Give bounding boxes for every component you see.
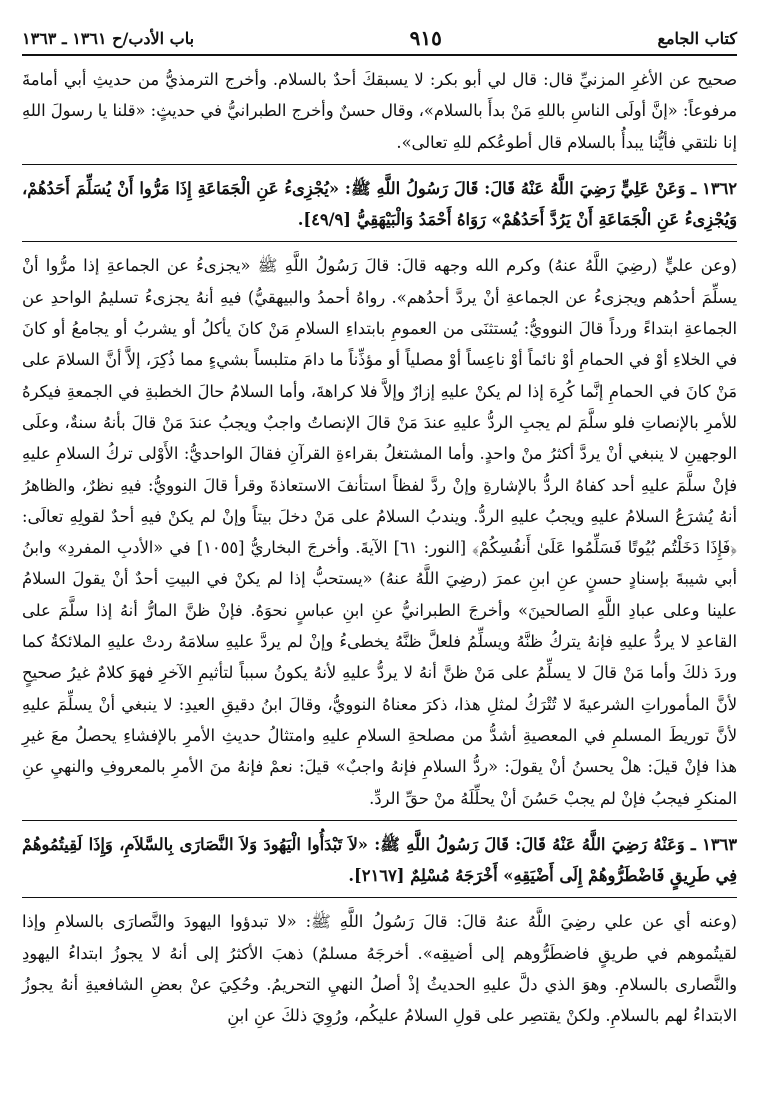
hadith-body: ـ وَعَنْهُ رَضِيَ اللَّهُ عَنْهُ قَالَ: قَالَ رَسُولُ اللَّهِ ﷺ: «لاَ تَبْدَأُوا الْيَهُودَ وَلاَ النَّصَارَى بِالسَّلاَمِ، وَإِذَا لَقِيتُمُوهُمْ فِي طَرِيقٍ فَاضْطَرُّوهُمْ إِلَى أَضْيَقِهِ» أَخْرَجَهُ مُسْلِمٌ [٢١٦٧]. bbox=[22, 834, 737, 886]
page-body bbox=[22, 56, 737, 1032]
hadith-number: ١٣٦٣ bbox=[702, 834, 737, 854]
hadith-number: ١٣٦٢ bbox=[702, 178, 737, 198]
chapter-range: باب الأدب/ح ١٣٦١ ـ ١٣٦٣ bbox=[22, 29, 195, 48]
commentary-paragraph: صحيح عن الأغرِ المزنيِّ قال: قال لي أبو بكر: لا يسبقكَ أحدٌ بالسلام. وأخرج الترمذيُّ من حديثِ أبي أمامةَ مرفوعاً: «إنَّ أولَى الناسِ باللهِ مَنْ بدأَ بالسلام»، وقال حسنٌ وأخرج الطبرانيُّ في حديثٍ: «قلنا يا رسولَ اللهِ إنا نلتقي فأيُّنا يبدأُ بالسلام قال أطوعُكم للهِ تعالى». bbox=[22, 70, 737, 152]
commentary-paragraph: (وعن عليٍّ (رضِيَ اللَّهُ عنهُ) وكرم الله وجهه قالَ: قالَ رَسُولُ اللَّهِ ﷺ «يجزىءُ عن الجماعةِ إذا مرُّوا أنْ يسلِّمَ أحدُهم ويجزىءُ عن الجماعةِ أنْ يردَّ أحدُهم». رواهُ أحمدُ والبيهقيُّ) فيهِ أنهُ يجزىءُ تسليمُ الواحدِ عن الجماعةِ ابتداءً ورداً قالَ النوويُّ: يُستثنَى من العمومِ بابتداءِ السلامِ مَنْ كانَ يأكلُ أو يشربُ أو يجامعُ أو كانَ في الخلاءِ أوْ في الحمامِ أوْ نائماً أوْ ناعِساً أوْ مصلياً أو مؤذِّناً ما دامَ متلبساً بشيءٍ مما ذُكِرَ، إلاَّ أنَّ السلامَ على مَنْ كانَ في الحمامِ إنَّما كُرِهَ إذا لم يكنْ عليهِ إزارٌ وإلاَّ فلا كراهةَ، وأما السلامُ حالَ الخطبةِ في الجمعةِ فيكرهُ للأمرِ بالإنصاتِ فلو سلَّمَ لم يجبِ الردُّ عليهِ عندَ مَنْ قالَ الإنصاتُ واجبٌ ويجبُ عندَ مَنْ قالَ بأنهُ سنةٌ، وعلَى الوجهينِ لا ينبغي أنْ يردَّ أكثرُ منْ واحدٍ. وأما المشتغلُ بقراءةِ القرآنِ فقالَ الواحديُّ: الأَوْلى تركُ السلامِ عليهِ فإنْ سلَّمَ عليهِ أحد كفاهُ الردُّ بالإشارةِ وإنْ ردَّ لفظاً استأنفَ الاستعاذةَ وقرأ قالَ النوويُّ: فيهِ نظرٌ، والظاهرُ أنهُ يُشرَعُ السلامُ عليهِ ويجبُ عليهِ الردُّ. ويندبُ السلامُ على مَنْ دخلَ بيتاً وإنْ لم يكنْ فيهِ أحدٌ لقولِهِ تعالَى: ﴿فَإِذَا دَخَلْتُم بُيُوتًا فَسَلِّمُوا عَلَىٰ أَنفُسِكُمْ﴾ [النور: ٦١] الآيةَ. وأخرجَ البخاريُّ [١٠٥٥] في «الأدبِ المفردِ» وابنُ أبي شيبةَ بإسنادٍ حسنٍ عنِ ابنِ عمرَ (رضِيَ اللَّهُ عنهُ) «يستحبُّ إذا لم يكنْ في البيتِ أحدٌ أنْ يقولَ السلامُ علينا وعلى عبادِ اللَّهِ الصالحينَ» وأخرجَ الطبرانيُّ عنِ ابنِ عباسٍ نحوَهُ. فإنْ ظنَّ المارُّ أنهُ إذا سلَّمَ على القاعدِ لا يردُّ عليهِ فإنهُ يتركُ ظنَّهُ ويسلِّمُ فلعلَّ ظنَّهُ يخطىءُ وإنْ لم يردَّ عليهِ سلامَهُ ردتْ عليهِ الملائكةُ كما وردَ ذلكَ وأما مَنْ قالَ لا يسلِّمُ على مَنْ ظنَّ أنهُ لا يردُّ عليهِ لأنهُ يكونُ سبباً لتأثيمِ الآخرِ فهوَ كلامٌ غيرُ صحيحٍ لأنَّ المأموراتِ الشرعيةَ لا تُتْرَكُ لمثلِ هذا، ذكرَ معناهُ النوويُّ، وقالَ ابنُ دقيقِ العيدِ: لا ينبغي أنْ يسلِّمَ عليهِ لأنَّ توريطَ المسلمِ في المعصيةِ أشدُّ من مصلحةِ السلامِ عليهِ وامتثالُ حديثِ الأمرِ بالإفشاءِ يحصلُ معَ غيرِ هذا فإنْ قيلَ: هلْ يحسنُ أنْ يقولَ: «ردُّ السلامِ فإنهُ واجبٌ» قيلَ: نعمْ فإنهُ منَ الأمرِ بالمعروفِ والنهيِ عنِ المنكرِ فيجبُ فإنْ لم يجبْ حَسُنَ أنْ يحلِّلَهُ منْ حقِّ الردِّ. bbox=[22, 256, 737, 808]
hadith-text bbox=[22, 829, 737, 892]
section-divider bbox=[22, 164, 737, 165]
page-number: ٩١٥ bbox=[409, 26, 442, 50]
book-title: كتاب الجامع bbox=[657, 29, 737, 48]
hadith-body: ـ وَعَنْ عَلِيٍّ رَضِيَ اللَّهُ عَنْهُ قَالَ: قَالَ رَسُولُ اللَّهِ ﷺ: «يُجْزِىءُ عَنِ الْجَمَاعَةِ إِذَا مَرُّوا أَنْ يُسَلِّمَ أَحَدُهُمْ، وَيُجْزِىءُ عَنِ الْجَمَاعَةِ أَنْ يَرُدَّ أَحَدُهُمْ» رَوَاهُ أَحْمَدُ وَالْبَيْهَقِيُّ [٤٩/٩]. bbox=[22, 178, 737, 230]
hadith-text bbox=[22, 173, 737, 236]
section-divider bbox=[22, 241, 737, 242]
section-divider bbox=[22, 897, 737, 898]
section-divider bbox=[22, 820, 737, 821]
commentary-paragraph: (وعنه أي عن علي رضِيَ اللَّهُ عنهُ قالَ: قالَ رَسُولُ اللَّهِ ﷺ: «لا تبدؤوا اليهودَ والنَّصارَى بالسلامِ وإذا لقيتُموهم في طريقٍ فاضطَرُّوهم إلى أضيقِه». أخرجَهُ مسلمٌ) ذهبَ الأكثرُ إلى أنهُ لا يجوزُ ابتداءُ اليهودِ والنَّصارى بالسلامِ. وهوَ الذي دلَّ عليهِ الحديثُ إذْ أصلُ النهيِ التحريمُ. وحُكِيَ عنْ بعضِ الشافعيةِ أنهُ يجوزُ الابتداءُ لهم بالسلامِ. ولكنْ يقتصِر على قولِ السلامُ عليكُم، ورُوِيَ ذلكَ عنِ ابنِ bbox=[22, 912, 737, 1026]
page-header bbox=[22, 8, 737, 56]
